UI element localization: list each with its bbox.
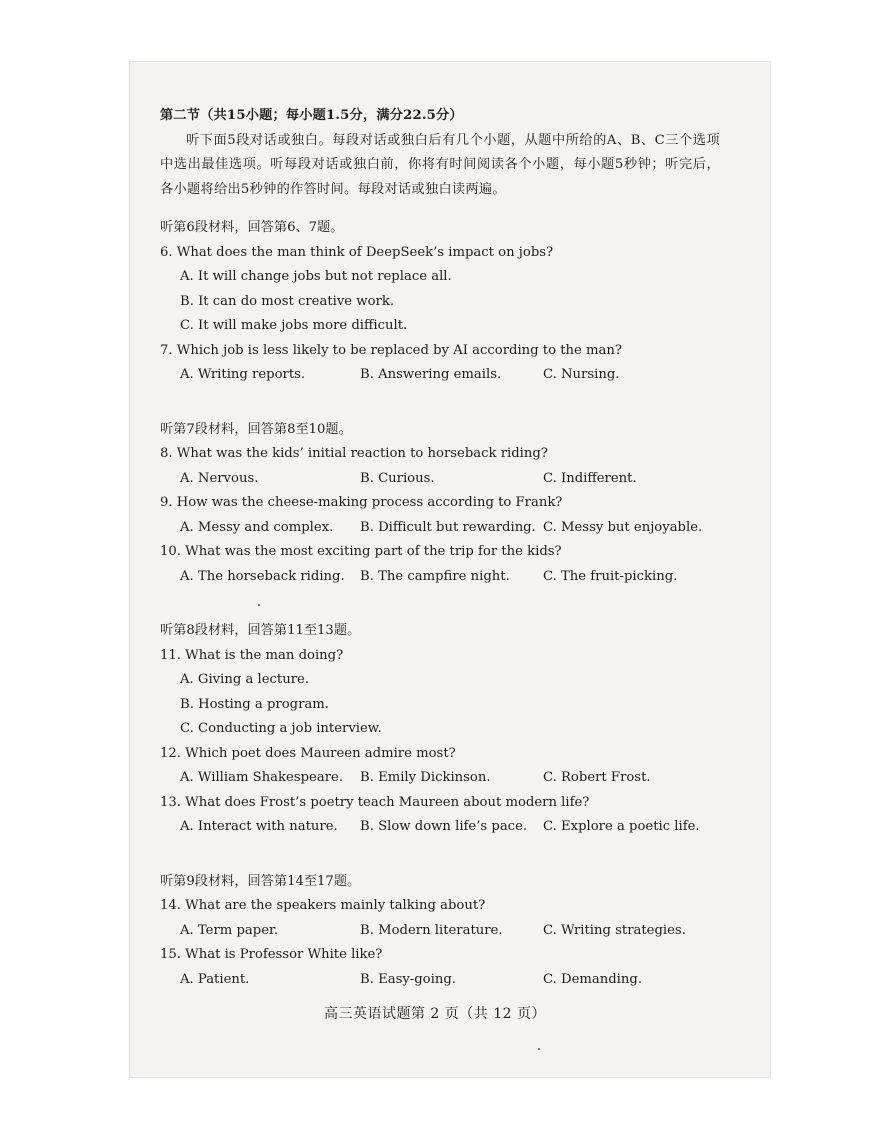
group-heading: 听第7段材料，回答第8至10题。: [160, 421, 352, 437]
option-c: C. Nursing.: [543, 367, 620, 382]
question-stem: 6. What does the man think of DeepSeek’s impact on jobs?: [160, 244, 554, 260]
question-stem: 15. What is Professor White like?: [160, 947, 383, 962]
question-stem: 12. Which poet does Maureen admire most?: [160, 745, 456, 761]
option-a: A. Patient.: [180, 971, 250, 987]
option-c: C. Indifferent.: [543, 470, 637, 486]
option-a: A. It will change jobs but not replace all.: [180, 269, 452, 284]
options: [160, 516, 720, 541]
option-c: C. Robert Frost.: [543, 770, 651, 785]
question-stem: 11. What is the man doing?: [160, 647, 344, 663]
options: [160, 565, 720, 590]
option-a: A. Writing reports.: [180, 367, 306, 382]
question-stem: 14. What are the speakers mainly talking about?: [160, 898, 486, 913]
option-c: C. Conducting a job interview.: [180, 721, 382, 736]
option-a: A. William Shakespeare.: [180, 770, 344, 785]
group-heading: 听第6段材料，回答第6、7题。: [160, 220, 344, 235]
option-c: C. Explore a poetic life.: [543, 819, 700, 834]
section-title: 第二节（共15小题；每小题1.5分，满分22.5分）: [160, 108, 463, 123]
option-c: C. Writing strategies.: [543, 922, 686, 938]
question-groups: [160, 216, 720, 992]
options: [160, 467, 720, 492]
option-b: B. Slow down life’s pace.: [360, 819, 528, 834]
option-b: B. Easy-going.: [360, 971, 456, 987]
exam-content: [160, 104, 720, 992]
speck: [538, 1048, 540, 1050]
question-stem: 8. What was the kids’ initial reaction to horseback riding?: [160, 446, 548, 461]
option-c: C. Demanding.: [543, 971, 643, 987]
option-b: B. Emily Dickinson.: [360, 770, 491, 785]
options: [160, 265, 720, 339]
option-a: A. The horseback riding.: [180, 568, 345, 584]
question-stem: 13. What does Frost’s poetry teach Maureen about modern life?: [160, 794, 590, 810]
option-b: B. Difficult but rewarding.: [360, 519, 536, 535]
option-a: A. Term paper.: [180, 922, 279, 938]
group-heading: 听第8段材料，回答第11至13题。: [160, 623, 361, 638]
question-stem: 7. Which job is less likely to be replaced by AI according to the man?: [160, 342, 622, 358]
option-b: B. Modern literature.: [360, 922, 503, 938]
options: [160, 766, 720, 791]
option-b: B. The campfire night.: [360, 568, 510, 584]
option-b: B. It can do most creative work.: [180, 293, 395, 309]
question-stem: 9. How was the cheese-making process according to Frank?: [160, 495, 563, 510]
option-b: B. Curious.: [360, 470, 435, 486]
option-c: C. The fruit-picking.: [543, 568, 678, 584]
options: [160, 968, 720, 993]
option-b: B. Answering emails.: [360, 367, 502, 382]
options: [160, 668, 720, 742]
instructions: 听下面5段对话或独白。每段对话或独白后有几个小题，从题中所给的A、B、C三个选项中选出最佳选项。听每段对话或独白前，你将有时间阅读各个小题，每小题5秒钟；听完后，各小题将给出5秒钟的作答时间。每段对话或独白读两遍。: [160, 132, 720, 197]
option-b: B. Hosting a program.: [180, 696, 329, 712]
question-stem: 10. What was the most exciting part of the trip for the kids?: [160, 544, 562, 559]
option-a: A. Interact with nature.: [180, 819, 338, 834]
option-a: A. Giving a lecture.: [180, 672, 310, 687]
group-heading: 听第9段材料，回答第14至17题。: [160, 873, 361, 889]
options: [160, 815, 720, 840]
option-c: C. Messy but enjoyable.: [543, 519, 703, 535]
options: [160, 919, 720, 944]
page-footer: 高三英语试题第 2 页（共 12 页）: [323, 1006, 547, 1022]
option-a: A. Nervous.: [180, 470, 259, 486]
option-a: A. Messy and complex.: [180, 519, 334, 535]
option-c: C. It will make jobs more difficult.: [180, 318, 408, 333]
options: [160, 363, 720, 388]
